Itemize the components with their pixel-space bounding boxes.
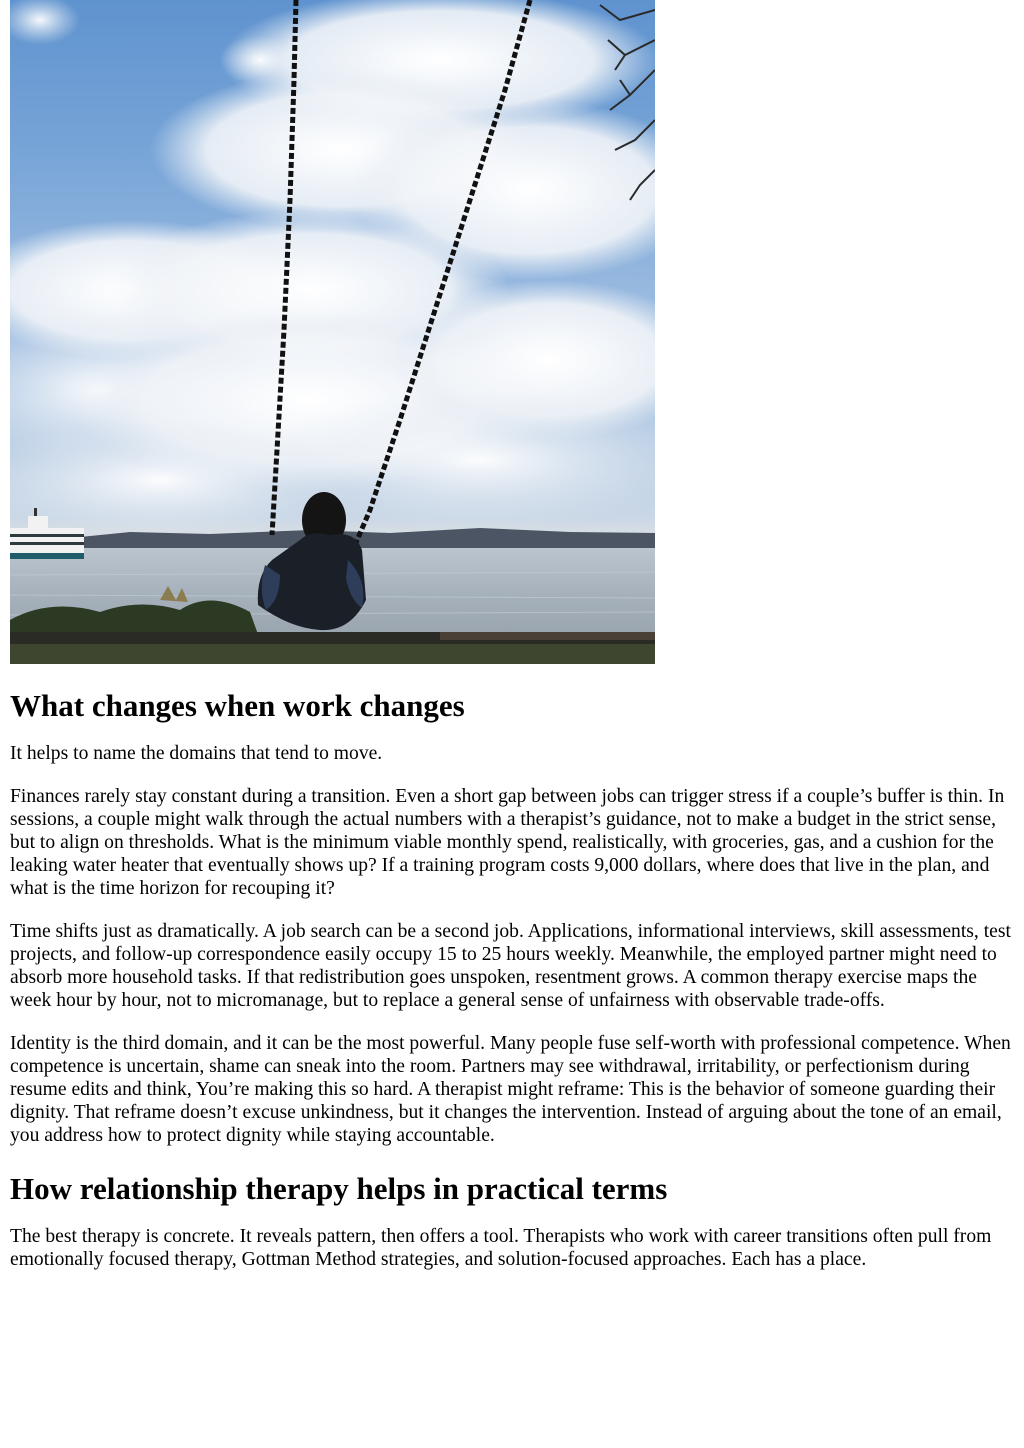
paragraph: Finances rarely stay constant during a transition. Even a short gap between jobs can trigger stress if a couple’s buffer is thin. In sessions, a couple might walk through the actual numbers with a therapist’s guidance, not to make a budget in the strict sense, but to align on thresholds. What is the minimum viable monthly spend, realistically, with groceries, gas, and a cushion for the leaking water heater that eventually shows up? If a training program costs 9,000 dollars, where does that live in the plan, and what is the time horizon for recouping it? <box>10 786 1005 899</box>
section-heading: How relationship therapy helps in practical terms <box>10 1171 668 1206</box>
section-heading: What changes when work changes <box>10 688 465 723</box>
paragraph: Identity is the third domain, and it can be the most powerful. Many people fuse self-worth with professional competence. When competence is uncertain, shame can sneak into the room. Partners may see withdrawal, irritability, or perfectionism during resume edits and think, You’re making this so hard. A therapist might reframe: This is the behavior of someone guarding their dignity. That reframe doesn’t excuse unkindness, but it changes the intervention. Instead of arguing about the tone of an email, you address how to protect dignity while staying accountable. <box>10 1033 1011 1146</box>
paragraph: The best therapy is concrete. It reveals pattern, then offers a tool. Therapists who work with career transitions often pull from emotionally focused therapy, Gottman Method strategies, and solution-focused approaches. Each has a place. <box>10 1226 992 1270</box>
article <box>10 0 1014 1271</box>
hero-photo <box>10 0 655 664</box>
paragraph: It helps to name the domains that tend to move. <box>10 743 383 764</box>
paragraph: Time shifts just as dramatically. A job search can be a second job. Applications, informational interviews, skill assessments, test projects, and follow-up correspondence easily occupy 15 to 25 hours weekly. Meanwhile, the employed partner might need to absorb more household tasks. If that redistribution goes unspoken, resentment grows. A common therapy exercise maps the week hour by hour, not to micromanage, but to replace a general sense of unfairness with observable trade-offs. <box>10 921 1011 1011</box>
photo-swing-lake-icon <box>10 0 655 664</box>
